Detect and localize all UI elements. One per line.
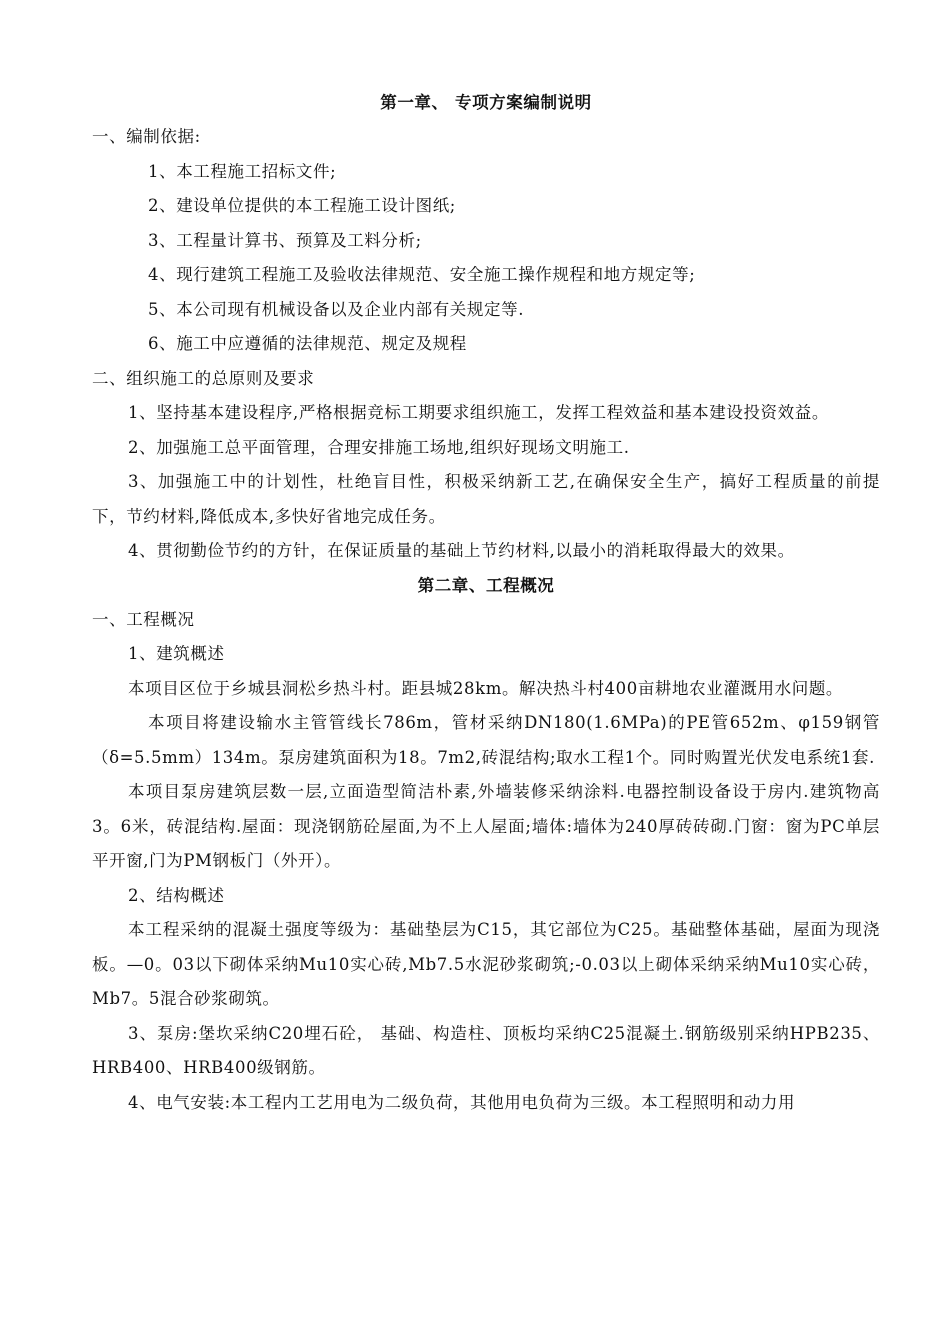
section-heading-principles: 二、组织施工的总原则及要求 — [92, 368, 315, 388]
list-item: 4、现行建筑工程施工及验收法律规范、安全施工操作规程和地方规定等; — [148, 265, 696, 284]
paragraph: 3、泵房:堡坎采纳C20埋石砼， 基础、构造柱、顶板均采纳C25混凝土.钢筋级别采纳HPB235、HRB400、HRB400级钢筋。 — [92, 1023, 880, 1077]
list-item: 2、建设单位提供的本工程施工设计图纸; — [148, 196, 456, 215]
subheading-building: 1、建筑概述 — [128, 644, 225, 663]
subheading-structure: 2、结构概述 — [128, 885, 225, 905]
paragraph: 2、加强施工总平面管理，合理安排施工场地,组织好现场文明施工. — [128, 437, 630, 457]
chapter-2-title: 第二章、工程概况 — [417, 575, 555, 595]
list-item: 6、施工中应遵循的法律规范、规定及规程 — [148, 334, 467, 353]
list-item: 3、工程量计算书、预算及工料分析; — [148, 230, 422, 250]
paragraph: 本项目泵房建筑层数一层,立面造型简洁朴素,外墙装修采纳涂料.电器控制设备设于房内.建筑物高3。6米，砖混结构.屋面：现浇钢筋砼屋面,为不上人屋面;墙体:墙体为240厚砖砖砌.门窗：窗为PC单层平开窗,门为PM钢板门（外开）。 — [92, 782, 880, 870]
paragraph: 4、贯彻勤俭节约的方针，在保证质量的基础上节约材料,以最小的消耗取得最大的效果。 — [128, 541, 795, 560]
paragraph: 4、电气安装:本工程内工艺用电为二级负荷，其他用电负荷为三级。本工程照明和动力用 — [128, 1092, 796, 1112]
section-heading-basis: 一、编制依据: — [92, 127, 201, 146]
paragraph: 本项目区位于乡城县洞松乡热斗村。距县城28km。解决热斗村400亩耕地农业灌溉用水问题。 — [128, 678, 844, 698]
list-item: 5、本公司现有机械设备以及企业内部有关规定等. — [148, 299, 525, 319]
paragraph: 本工程采纳的混凝土强度等级为：基础垫层为C15，其它部位为C25。基础整体基础，屋面为现浇板。—0。03以下砌体采纳Mu10实心砖,Mb7.5水泥砂浆砌筑;-0.03以上砌体采纳采纳Mu10实心砖，Mb7。5混合砂浆砌筑。 — [92, 920, 880, 1008]
paragraph: 1、坚持基本建设程序,严格根据竞标工期要求组织施工，发挥工程效益和基本建设投资效益。 — [128, 403, 829, 422]
section-heading-overview: 一、工程概况 — [92, 609, 195, 629]
paragraph: 本项目将建设输水主管管线长786m，管材采纳DN180(1.6MPa)的PE管652m、φ159钢管（δ=5.5mm）134m。泵房建筑面积为18。7m2,砖混结构;取水工程1个。同时购置光伏发电系统1套. — [92, 713, 880, 767]
paragraph: 3、加强施工中的计划性，杜绝盲目性，积极采纳新工艺,在确保安全生产，搞好工程质量的前提下，节约材料,降低成本,多快好省地完成任务。 — [92, 472, 880, 526]
list-item: 1、本工程施工招标文件; — [148, 161, 337, 181]
chapter-1-title: 第一章、 专项方案编制说明 — [380, 93, 592, 112]
